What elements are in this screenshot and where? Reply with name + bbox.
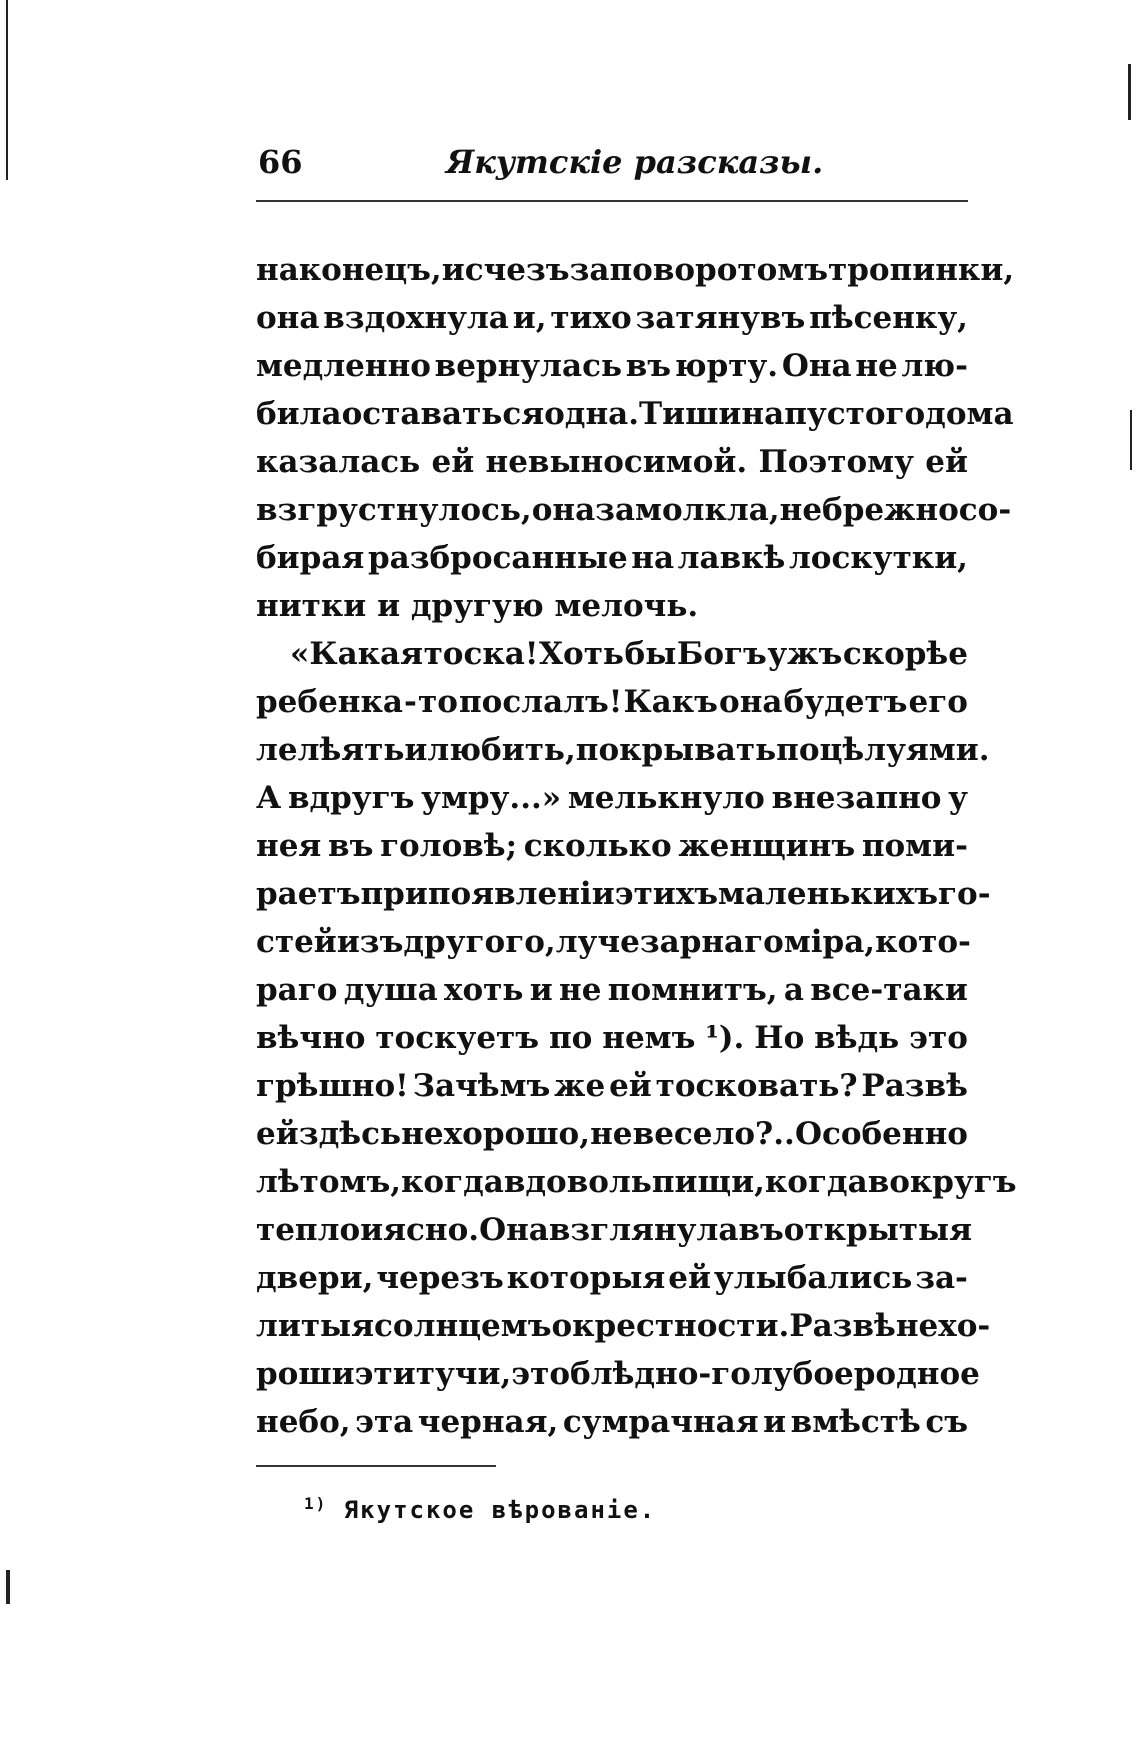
text-line [256,1350,980,1398]
word: лоскутки, [788,540,968,576]
word: изъ [336,924,404,960]
word: его [908,684,968,720]
text-line [256,870,991,918]
word: небо, [256,1404,351,1440]
word: тихо [550,300,632,336]
text-line [256,390,1014,438]
word: открытыя [783,1212,972,1248]
word: послалъ! [458,684,623,720]
text-line [256,294,968,342]
word: внезапно [771,780,942,816]
word: тропинки, [828,252,1015,288]
word: головѣ; [380,828,518,864]
word: вѣдь [814,1020,900,1056]
word: поворотомъ [609,252,828,288]
text-line [256,1062,968,1110]
word: невыносимой. [485,444,748,480]
word: юрту. [674,348,779,384]
word: Развѣ [861,1068,968,1104]
word: вдоволь [503,1164,652,1200]
word: другого, [403,924,556,960]
word: поми- [861,828,968,864]
word: пищи, [651,1164,765,1200]
word: казалась [256,444,421,480]
text-line [256,246,1015,294]
text-line [256,1110,968,1158]
word: по [548,1020,593,1056]
text-line [256,1254,968,1302]
word: при [360,876,428,912]
word: А [256,780,282,816]
word: она [531,492,596,528]
word: ребенка [256,684,403,720]
text-line [256,918,971,966]
word: ей [609,1068,652,1104]
word: исчезъ [441,252,570,288]
page-number: 66 [258,143,303,181]
word: а [783,972,804,1008]
word: Богъ [676,636,767,672]
word: на [631,540,675,576]
word: появленіи [427,876,615,912]
word: будетъ [783,684,908,720]
paragraph-2 [256,630,1017,1446]
word: поцѣлуями. [776,732,990,768]
word: наконецъ, [256,252,442,288]
word: эти [354,1356,416,1392]
word: затянувъ [635,300,806,336]
text-line [256,630,968,678]
word: небрежно [779,492,959,528]
word: «Какая [290,636,424,672]
word: Она [781,348,852,384]
scan-edge-left [6,0,8,180]
word: со- [958,492,1012,528]
word: женщинъ [678,828,856,864]
word: скорѣе [842,636,968,672]
word: кото- [875,924,971,960]
word: раго [256,972,338,1008]
word: тоска! [423,636,539,672]
word: литыя [256,1308,375,1344]
text-line [256,966,968,1014]
word: не [590,1116,633,1152]
word: не [855,348,898,384]
word: же [554,1068,606,1104]
word: Особенно [794,1116,968,1152]
word: не [559,972,602,1008]
word: солнцемъ [374,1308,552,1344]
text-line [256,1206,972,1254]
word: тепло [256,1212,361,1248]
word: мелочь. [554,588,699,624]
text-line [256,774,968,822]
word: Она [479,1212,549,1248]
word: не [401,1116,444,1152]
word: здѣсь [298,1116,402,1152]
word: вокругъ [867,1164,1017,1200]
word: и [377,588,401,624]
word: у [948,780,968,816]
word: одна. [544,396,640,432]
word: двери, [256,1260,374,1296]
word: тосковать? [655,1068,858,1104]
word: пустого [784,396,926,432]
text-line [256,438,968,486]
word: Хоть [538,636,624,672]
word: блѣдно-голубое [570,1356,854,1392]
word: улыбались [713,1260,913,1296]
scan-mark-bottom-left [6,1570,10,1604]
word: вздохнула [323,300,509,336]
word: въ [328,828,374,864]
page-header [256,143,968,193]
running-title: Якутскіе разсказы. [446,143,824,181]
scan-mark-right-top [1128,64,1131,120]
word: медленно [256,348,431,384]
word: вдругъ [287,780,415,816]
footnote-text: Якутское вѣрованіе. [343,1496,657,1524]
word: черезъ [376,1260,504,1296]
word: этихъ [614,876,719,912]
word: ужъ [767,636,843,672]
word: и [404,732,428,768]
word: хоть [443,972,524,1008]
text-line [256,486,1012,534]
word: окрестности. [551,1308,790,1344]
word: роши [256,1356,355,1392]
word: стей [256,924,337,960]
word: съ [925,1404,968,1440]
word: грѣшно! [256,1068,409,1104]
text-line [256,822,968,870]
header-rule [256,200,968,202]
word: Тишина [639,396,785,432]
word: вѣчно [256,1020,366,1056]
word: ¹). [705,1020,745,1056]
word: тоскуетъ [375,1020,540,1056]
word: Но [754,1020,805,1056]
word: сколько [523,828,672,864]
word: черная, [417,1404,559,1440]
footnote [304,1494,656,1524]
word: это [511,1356,571,1392]
word: за- [915,1260,968,1296]
word: нитки [256,588,367,624]
word: немъ [602,1020,696,1056]
word: оставаться [341,396,545,432]
word: лучезарнаго [555,924,784,960]
word: Зачѣмъ [412,1068,551,1104]
text-line [256,1398,968,1446]
word: раетъ [256,876,361,912]
word: хо- [938,1308,991,1344]
word: душа [343,972,438,1008]
word: не [895,1308,939,1344]
word: за [569,252,610,288]
word: лавкѣ [677,540,786,576]
text-line [256,726,990,774]
word: мелькнуло [567,780,765,816]
word: когда [401,1164,504,1200]
word: это [909,1020,968,1056]
word: била [256,396,342,432]
text-line [256,342,968,390]
word: все-таки [810,972,968,1008]
word: умру...» [421,780,562,816]
word: другую [410,588,544,624]
text-line [256,1302,991,1350]
word: взглянула [548,1212,739,1248]
word: бы [624,636,677,672]
word: и [763,1404,787,1440]
scan-mark-right-mid [1130,410,1132,470]
word: она [256,300,320,336]
word: Поэтому [758,444,914,480]
word: въ [738,1212,784,1248]
word: нея [256,828,322,864]
word: го- [938,876,991,912]
footnote-rule [256,1465,496,1467]
word: когда [764,1164,868,1200]
word: взгрустнулось, [256,492,532,528]
word: она [719,684,783,720]
footnote-mark: 1) [304,1494,328,1513]
word: замолкла, [595,492,780,528]
word: хорошо, [443,1116,590,1152]
word: которыя [506,1260,666,1296]
word: любить, [427,732,576,768]
word: ясно. [383,1212,480,1248]
word: родное [853,1356,980,1392]
text-line [256,534,968,582]
word: вернулась [434,348,623,384]
word: покрывать [575,732,777,768]
text-line [256,1014,968,1062]
word: дома [925,396,1014,432]
word: лелѣять [256,732,405,768]
text-line [256,1158,1017,1206]
word: вмѣстѣ [790,1404,921,1440]
word: Развѣ [789,1308,896,1344]
paragraph-1 [256,246,1015,630]
word: ей [431,444,475,480]
text-line [256,582,968,630]
word: бирая [256,540,365,576]
word: помнитъ, [607,972,778,1008]
word: и [360,1212,384,1248]
word: лю- [901,348,968,384]
word: сумрачная [562,1404,759,1440]
word: эта [355,1404,414,1440]
word: ей [668,1260,711,1296]
word: Какъ [623,684,718,720]
word: тучи, [415,1356,512,1392]
word: ей [925,444,968,480]
word: и, [512,300,547,336]
text-line [256,678,968,726]
word: міра, [783,924,876,960]
word: разбросанные [367,540,628,576]
word: лѣтомъ, [256,1164,402,1200]
word: пѣсенку, [809,300,968,336]
word: маленькихъ [718,876,939,912]
body-text [256,246,1017,1446]
word: въ [625,348,672,384]
word: - [404,684,417,720]
word: то [418,684,458,720]
word: ей [256,1116,299,1152]
word: и [529,972,553,1008]
word: весело?.. [632,1116,795,1152]
